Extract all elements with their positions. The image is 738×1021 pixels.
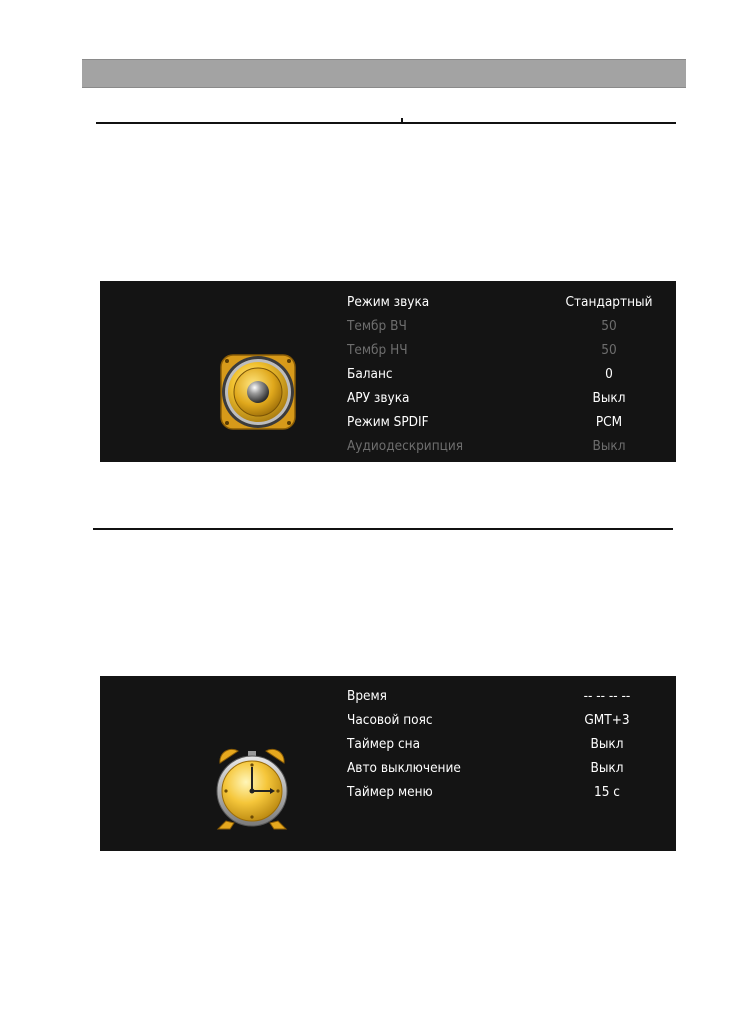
- sound-menu-item-value: 0: [605, 366, 613, 382]
- timer-menu-item-label: Часовой пояс: [347, 712, 433, 728]
- sound-section-rule: [96, 122, 676, 124]
- timer-section-rule: [93, 528, 673, 530]
- timer-menu-item[interactable]: [347, 780, 667, 804]
- timer-menu-item[interactable]: [347, 756, 667, 780]
- sound-menu-item[interactable]: [347, 386, 667, 410]
- sound-menu-item[interactable]: [347, 410, 667, 434]
- sound-menu-item-value: Выкл: [592, 390, 626, 406]
- section-header-bar: [82, 59, 686, 88]
- timer-menu-item-label: Таймер меню: [347, 784, 433, 800]
- sound-menu-item: [347, 338, 667, 362]
- sound-menu-item-value: 50: [601, 342, 617, 358]
- sound-menu-item: [347, 434, 667, 458]
- sound-menu-item-label: Тембр ВЧ: [347, 318, 407, 334]
- sound-menu-list: [347, 290, 667, 458]
- timer-menu-item-value: 15 с: [594, 784, 620, 800]
- alarm-clock-icon: [212, 745, 292, 831]
- timer-menu-item-value: Выкл: [590, 736, 624, 752]
- sound-menu-item-label: Режим звука: [347, 294, 430, 310]
- timer-menu-item[interactable]: [347, 708, 667, 732]
- timer-menu-item-label: Авто выключение: [347, 760, 461, 776]
- sound-menu-item-value: Выкл: [592, 438, 626, 454]
- timer-menu-item-label: Таймер сна: [347, 736, 421, 752]
- timer-menu-item-value: GMT+3: [584, 712, 630, 728]
- sound-menu-item-value: Стандартный: [565, 294, 653, 310]
- speaker-icon: [217, 351, 299, 433]
- sound-menu-item-label: Режим SPDIF: [347, 414, 429, 430]
- timer-menu-item[interactable]: [347, 732, 667, 756]
- sound-menu-item[interactable]: [347, 290, 667, 314]
- sound-menu-item-value: PCM: [595, 414, 623, 430]
- sound-menu-item-value: 50: [601, 318, 617, 334]
- sound-menu-item-label: АРУ звука: [347, 390, 410, 406]
- timer-menu-screenshot: [100, 676, 676, 851]
- timer-menu-item-value: -- -- -- --: [583, 688, 631, 704]
- timer-menu-list: [347, 684, 667, 804]
- sound-menu-item: [347, 314, 667, 338]
- timer-menu-item[interactable]: [347, 684, 667, 708]
- sound-menu-item[interactable]: [347, 362, 667, 386]
- sound-menu-item-label: Тембр НЧ: [347, 342, 408, 358]
- timer-menu-item-value: Выкл: [590, 760, 624, 776]
- rule-tick: [401, 118, 403, 122]
- sound-menu-item-label: Баланс: [347, 366, 393, 382]
- timer-menu-item-label: Время: [347, 688, 387, 704]
- sound-menu-item-label: Аудиодескрипция: [347, 438, 464, 454]
- sound-menu-screenshot: [100, 281, 676, 462]
